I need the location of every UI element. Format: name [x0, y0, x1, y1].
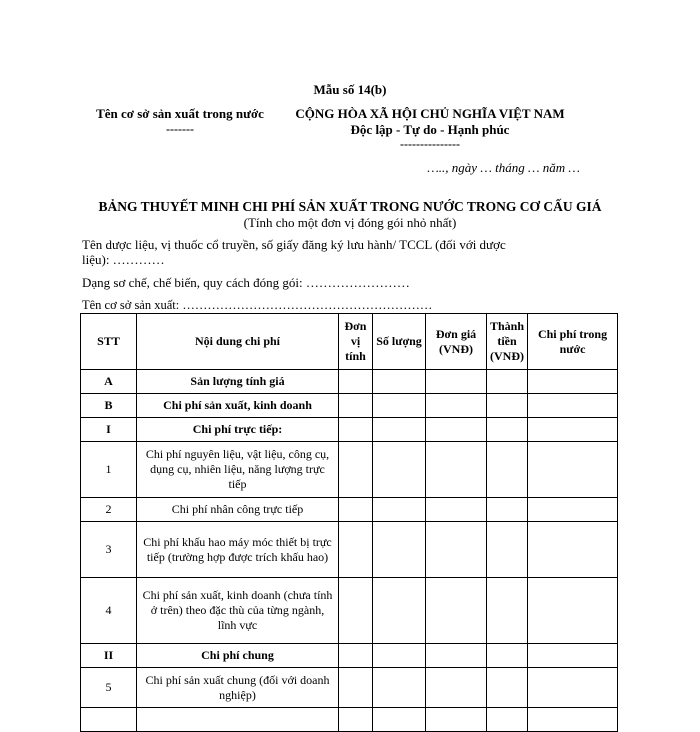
header-amount: Thành tiền (VNĐ) — [487, 314, 528, 370]
row-stt — [81, 708, 137, 732]
row-unit-price-cell — [426, 578, 487, 644]
header-unit: Đơn vị tính — [339, 314, 373, 370]
row-domestic-cost-cell — [528, 418, 618, 442]
row-stt: 3 — [81, 522, 137, 578]
row-domestic-cost-cell — [528, 578, 618, 644]
row-stt: 2 — [81, 498, 137, 522]
row-quantity-cell — [373, 370, 426, 394]
table-row — [81, 644, 618, 668]
row-amount-cell — [487, 370, 528, 394]
row-amount-cell — [487, 394, 528, 418]
row-cost-content: Chi phí sản xuất, kinh doanh (chưa tính ở trên) theo đặc thù của từng ngành, lĩnh vực — [137, 578, 339, 644]
table-row — [81, 578, 618, 644]
header-stt: STT — [81, 314, 137, 370]
row-quantity-cell — [373, 394, 426, 418]
table-header-row — [81, 314, 618, 370]
table-row — [81, 498, 618, 522]
date-line: ….., ngày … tháng … năm … — [427, 160, 580, 175]
table-row — [81, 442, 618, 498]
row-unit-price-cell — [426, 644, 487, 668]
row-unit-price-cell — [426, 668, 487, 708]
row-amount-cell — [487, 418, 528, 442]
row-domestic-cost-cell — [528, 394, 618, 418]
row-unit-price-cell — [426, 498, 487, 522]
row-domestic-cost-cell — [528, 442, 618, 498]
row-stt: A — [81, 370, 137, 394]
row-cost-content: Chi phí nhân công trực tiếp — [137, 498, 339, 522]
row-unit-price-cell — [426, 394, 487, 418]
table-row — [81, 418, 618, 442]
row-amount-cell — [487, 522, 528, 578]
row-cost-content — [137, 708, 339, 732]
row-unit-cell — [339, 498, 373, 522]
motto-divider: --------------- — [400, 137, 460, 151]
row-unit-price-cell — [426, 708, 487, 732]
row-unit-cell — [339, 418, 373, 442]
row-amount-cell — [487, 498, 528, 522]
row-cost-content: Chi phí khấu hao máy móc thiết bị trực tiếp (trường hợp được trích khấu hao) — [137, 522, 339, 578]
row-stt: 4 — [81, 578, 137, 644]
row-unit-cell — [339, 644, 373, 668]
header-cost-content: Nội dung chi phí — [137, 314, 339, 370]
product-name-field-line1: Tên dược liệu, vị thuốc cổ truyền, số giấy đăng ký lưu hành/ TCCL (đối với dược — [82, 237, 506, 252]
row-amount-cell — [487, 442, 528, 498]
row-quantity-cell — [373, 498, 426, 522]
row-quantity-cell — [373, 522, 426, 578]
row-quantity-cell — [373, 644, 426, 668]
row-stt: 1 — [81, 442, 137, 498]
form-number: Mẫu số 14(b) — [313, 82, 387, 97]
table-row — [81, 708, 618, 732]
row-amount-cell — [487, 668, 528, 708]
row-amount-cell — [487, 578, 528, 644]
row-unit-price-cell — [426, 442, 487, 498]
table-row — [81, 394, 618, 418]
header-domestic-cost: Chi phí trong nước — [528, 314, 618, 370]
organization-divider: ------- — [166, 122, 194, 136]
facility-name-field: Tên cơ sở sản xuất: …………………………………………………… — [82, 298, 433, 312]
row-domestic-cost-cell — [528, 498, 618, 522]
row-cost-content: Chi phí nguyên liệu, vật liệu, công cụ, dụng cụ, nhiên liệu, năng lượng trực tiếp — [137, 442, 339, 498]
document-subtitle: (Tính cho một đơn vị đóng gói nhỏ nhất) — [243, 215, 457, 230]
row-unit-cell — [339, 394, 373, 418]
country-name: CỘNG HÒA XÃ HỘI CHỦ NGHĨA VIỆT NAM — [295, 106, 565, 121]
row-stt: 5 — [81, 668, 137, 708]
row-unit-price-cell — [426, 370, 487, 394]
dosage-form-field: Dạng sơ chế, chế biến, quy cách đóng gói: …………………… — [82, 275, 410, 290]
row-quantity-cell — [373, 578, 426, 644]
row-cost-content: Chi phí sản xuất chung (đối với doanh nghiệp) — [137, 668, 339, 708]
table-row — [81, 522, 618, 578]
header-unit-price: Đơn giá (VNĐ) — [426, 314, 487, 370]
row-quantity-cell — [373, 668, 426, 708]
row-quantity-cell — [373, 442, 426, 498]
row-domestic-cost-cell — [528, 522, 618, 578]
row-domestic-cost-cell — [528, 708, 618, 732]
row-unit-price-cell — [426, 522, 487, 578]
row-stt: I — [81, 418, 137, 442]
row-cost-content: Chi phí chung — [137, 644, 339, 668]
product-name-field-line2: liệu): ………… — [82, 252, 165, 267]
cost-table — [80, 313, 618, 732]
row-amount-cell — [487, 644, 528, 668]
row-unit-cell — [339, 708, 373, 732]
document-title: BẢNG THUYẾT MINH CHI PHÍ SẢN XUẤT TRONG NƯỚC TRONG CƠ CẤU GIÁ — [98, 199, 602, 214]
row-quantity-cell — [373, 418, 426, 442]
organization-label: Tên cơ sở sản xuất trong nước — [96, 106, 264, 121]
row-amount-cell — [487, 708, 528, 732]
row-unit-cell — [339, 668, 373, 708]
row-stt: II — [81, 644, 137, 668]
row-domestic-cost-cell — [528, 644, 618, 668]
row-quantity-cell — [373, 708, 426, 732]
row-unit-price-cell — [426, 418, 487, 442]
row-domestic-cost-cell — [528, 668, 618, 708]
header-quantity: Số lượng — [373, 314, 426, 370]
row-domestic-cost-cell — [528, 370, 618, 394]
national-motto: Độc lập - Tự do - Hạnh phúc — [350, 122, 510, 137]
table-row — [81, 370, 618, 394]
row-stt: B — [81, 394, 137, 418]
row-cost-content: Chi phí trực tiếp: — [137, 418, 339, 442]
row-unit-cell — [339, 370, 373, 394]
row-unit-cell — [339, 522, 373, 578]
row-unit-cell — [339, 442, 373, 498]
table-row — [81, 668, 618, 708]
row-unit-cell — [339, 578, 373, 644]
row-cost-content: Chi phí sản xuất, kinh doanh — [137, 394, 339, 418]
row-cost-content: Sản lượng tính giá — [137, 370, 339, 394]
